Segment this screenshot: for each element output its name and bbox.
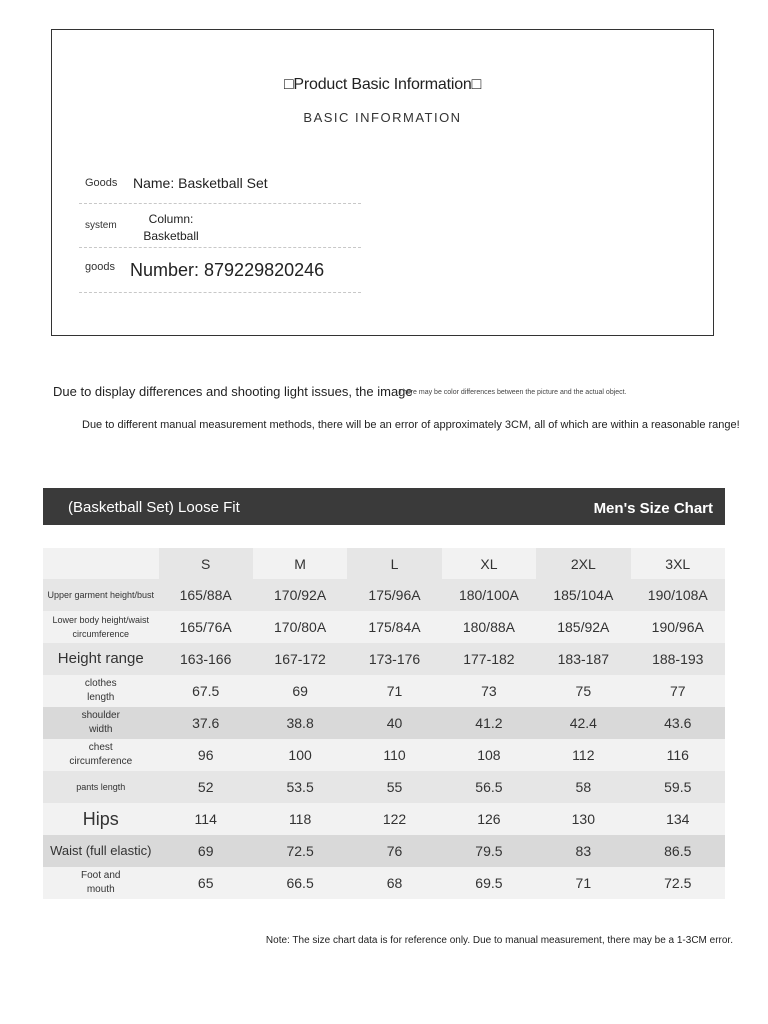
info-title: □Product Basic Information□	[283, 76, 482, 93]
row-label: Upper garment height/bust	[43, 579, 159, 611]
table-cell: 190/108A	[631, 579, 725, 611]
row-label-line: circumference	[72, 629, 130, 639]
table-cell: 75	[536, 675, 630, 707]
table-cell: 116	[631, 739, 725, 771]
table-cell: 77	[631, 675, 725, 707]
table-cell: 72.5	[253, 835, 347, 867]
row-label-line: circumference	[69, 756, 133, 767]
table-cell: 55	[347, 771, 441, 803]
table-cell: 40	[347, 707, 441, 739]
table-cell: 185/104A	[536, 579, 630, 611]
table-cell: 173-176	[347, 643, 441, 675]
info-row-name	[79, 167, 361, 204]
info-value	[139, 211, 203, 245]
table-cell: 118	[253, 803, 347, 835]
table-cell: 52	[159, 771, 253, 803]
table-cell: 43.6	[631, 707, 725, 739]
table-cell: 67.5	[159, 675, 253, 707]
info-value: Number: 879229820246	[130, 260, 325, 280]
table-cell: 72.5	[631, 867, 725, 899]
table-cell: 71	[347, 675, 441, 707]
table-row	[43, 643, 725, 675]
row-label	[43, 707, 159, 739]
table-cell: 41.2	[442, 707, 536, 739]
note-small-text: There may be color differences between the picture and the actual object.	[398, 389, 627, 396]
table-cell: 167-172	[253, 643, 347, 675]
info-subtitle: BASIC INFORMATION	[303, 110, 462, 125]
row-label	[43, 867, 159, 899]
row-label: Hips	[43, 803, 159, 835]
table-cell: 170/80A	[253, 611, 347, 643]
row-label-line: mouth	[86, 884, 115, 895]
size-header-row	[43, 548, 725, 579]
table-cell: 165/76A	[159, 611, 253, 643]
table-cell: 183-187	[536, 643, 630, 675]
size-header: XL	[442, 548, 536, 579]
table-cell: 96	[159, 739, 253, 771]
table-cell: 122	[347, 803, 441, 835]
table-cell: 180/100A	[442, 579, 536, 611]
table-cell: 185/92A	[536, 611, 630, 643]
row-label-line: width	[89, 724, 113, 735]
size-chart-banner	[43, 488, 725, 525]
info-row-number	[79, 247, 361, 293]
table-cell: 58	[536, 771, 630, 803]
table-cell: 53.5	[253, 771, 347, 803]
table-cell: 126	[442, 803, 536, 835]
size-header: M	[253, 548, 347, 579]
size-header: 2XL	[536, 548, 630, 579]
info-value-line: Column:	[148, 212, 194, 226]
color-difference-note	[53, 384, 641, 399]
table-cell: 73	[442, 675, 536, 707]
row-label-line: length	[87, 692, 115, 703]
banner-chart-name: Men's Size Chart	[593, 500, 713, 517]
table-cell: 177-182	[442, 643, 536, 675]
table-cell: 110	[347, 739, 441, 771]
row-label-line: Foot and	[81, 870, 121, 881]
table-cell: 180/88A	[442, 611, 536, 643]
table-cell: 38.8	[253, 707, 347, 739]
table-cell: 108	[442, 739, 536, 771]
row-label-line: Lower body height/waist	[52, 615, 150, 625]
table-cell: 79.5	[442, 835, 536, 867]
table-row	[43, 803, 725, 835]
size-header: S	[159, 548, 253, 579]
table-cell: 69	[159, 835, 253, 867]
row-label	[43, 611, 159, 643]
measurement-note: Due to different manual measurement methods, there will be an error of approximately 3CM, all of which are within a reasonable range!	[82, 419, 740, 431]
table-cell: 175/96A	[347, 579, 441, 611]
table-cell: 86.5	[631, 835, 725, 867]
table-row	[43, 739, 725, 771]
table-row	[43, 675, 725, 707]
table-cell: 175/84A	[347, 611, 441, 643]
info-label: Goods	[85, 177, 118, 189]
product-info-box	[51, 29, 714, 336]
table-cell: 114	[159, 803, 253, 835]
table-cell: 163-166	[159, 643, 253, 675]
table-cell: 71	[536, 867, 630, 899]
row-label: pants length	[43, 771, 159, 803]
table-row	[43, 771, 725, 803]
size-chart-table	[43, 548, 725, 899]
table-row	[43, 867, 725, 899]
size-header: L	[347, 548, 441, 579]
table-cell: 37.6	[159, 707, 253, 739]
table-cell: 190/96A	[631, 611, 725, 643]
table-row	[43, 611, 725, 643]
table-cell: 56.5	[442, 771, 536, 803]
table-cell: 170/92A	[253, 579, 347, 611]
info-value-line: Basketball	[143, 229, 199, 243]
table-cell: 165/88A	[159, 579, 253, 611]
row-label-line: shoulder	[81, 710, 120, 721]
table-cell: 76	[347, 835, 441, 867]
table-cell: 100	[253, 739, 347, 771]
table-cell: 65	[159, 867, 253, 899]
table-cell: 188-193	[631, 643, 725, 675]
row-label: Waist (full elastic)	[43, 835, 159, 867]
table-cell: 69.5	[442, 867, 536, 899]
table-cell: 59.5	[631, 771, 725, 803]
row-label-line: chest	[88, 742, 113, 753]
table-cell: 83	[536, 835, 630, 867]
corner-cell	[43, 548, 159, 579]
table-cell: 130	[536, 803, 630, 835]
info-label: goods	[85, 261, 115, 273]
row-label	[43, 675, 159, 707]
size-header: 3XL	[631, 548, 725, 579]
table-cell: 68	[347, 867, 441, 899]
table-row	[43, 835, 725, 867]
info-value: Name: Basketball Set	[133, 175, 268, 191]
table-cell: 69	[253, 675, 347, 707]
table-cell: 112	[536, 739, 630, 771]
row-label: Height range	[43, 643, 159, 675]
row-label	[43, 739, 159, 771]
info-label: system	[85, 220, 117, 231]
table-cell: 42.4	[536, 707, 630, 739]
table-cell: 134	[631, 803, 725, 835]
table-row	[43, 707, 725, 739]
banner-title: (Basketball Set) Loose Fit	[68, 499, 240, 516]
table-row	[43, 579, 725, 611]
info-row-category	[79, 203, 361, 248]
size-chart-footnote: Note: The size chart data is for reference only. Due to manual measurement, there may be a 1-3CM error.	[265, 935, 733, 946]
note-main-text: Due to display differences and shooting light issues, the image	[53, 384, 413, 399]
table-cell: 66.5	[253, 867, 347, 899]
row-label-line: clothes	[84, 678, 117, 689]
